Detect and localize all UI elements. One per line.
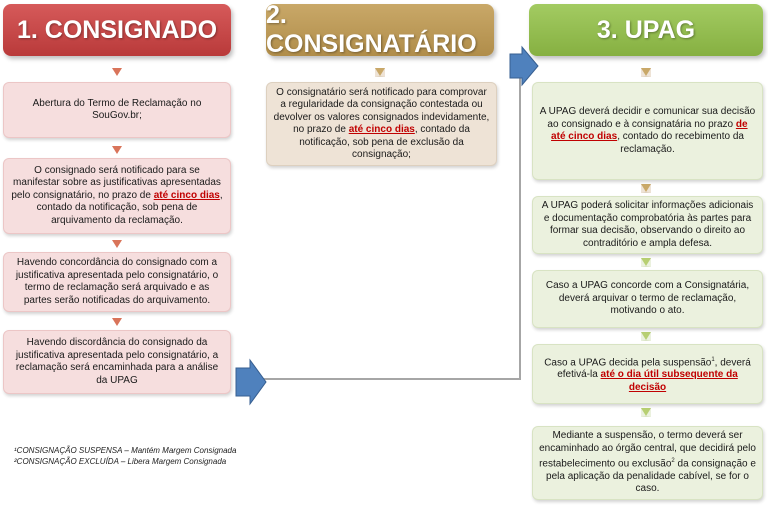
down-arrow-icon (641, 184, 651, 193)
step-text-segment: Caso a UPAG concorde com a Consignatária, deverá arquivar o termo de reclamação, motivando o ato. (545, 280, 750, 317)
upag-step-decisao (532, 82, 763, 180)
step-text (273, 87, 490, 162)
footnote-excluida: ²CONSIGNAÇÃO EXCLUÍDA – Libera Margem Consignada (14, 457, 227, 466)
step-text (10, 165, 224, 228)
step-text (10, 257, 224, 307)
step-text-segment: O consignado será notificado para se manifestar sobre as justificativas apresentadas pelo consignatário, no prazo de (11, 164, 221, 201)
down-arrow-icon (641, 332, 651, 341)
footnote-ref: 1 (711, 356, 715, 363)
step-text (539, 200, 756, 250)
down-arrow-icon (641, 68, 651, 77)
consignado-step-abertura (3, 82, 231, 138)
step-text-segment: da consignação e pela aplicação da penalidade cabível, se for o caso. (546, 458, 756, 495)
step-text-segment: , contado da notificação, sob pena de arquivamento da reclamação. (36, 189, 223, 226)
step-text-segment: Mediante a suspensão, o termo deverá ser encaminhado ao órgão central, que decidirá pelo restabelecimento ou exclusão (539, 430, 756, 470)
step-text (539, 280, 756, 318)
arrow-to-upag-bottom-icon (236, 360, 266, 404)
step-text (10, 337, 224, 387)
deadline-highlight: de até cinco dias (551, 118, 748, 142)
step-text-segment: , deverá efetivá-la (557, 356, 751, 381)
step-text-segment: , contado do recebimento da reclamação. (617, 131, 744, 155)
step-text-segment: A UPAG deverá decidir e comunicar sua decisão ao consignado e à consignatária no prazo (539, 106, 756, 130)
deadline-highlight: até cinco dias (153, 189, 220, 201)
down-arrow-icon (375, 68, 385, 77)
header-consignado: 1. CONSIGNADO (3, 4, 231, 56)
down-arrow-icon (112, 146, 122, 154)
step-text-segment: Abertura do Termo de Reclamação no SouGov.br; (32, 97, 202, 121)
deadline-highlight: até o dia útil subsequente da decisão (600, 369, 738, 393)
step-text (539, 354, 756, 395)
header-upag: 3. UPAG (529, 4, 763, 56)
step-text (539, 106, 756, 156)
step-text-segment: A UPAG poderá solicitar informações adicionais e documentação comprobatória às partes para formar sua decisão, observando o direito ao contraditório e ampla defesa. (541, 200, 754, 249)
footnote-ref: 2 (671, 458, 675, 465)
step-text-segment: Caso a UPAG decida pela suspensão (544, 356, 712, 368)
upag-step-suspensao (532, 344, 763, 404)
deadline-highlight: até cinco dias (348, 124, 415, 135)
step-text-segment: O consignatário será notificado para comprovar a regularidade da consignação contestada ou devolver os valores consignados indevidamente, no prazo de (273, 86, 490, 135)
consignado-step-concordancia (3, 252, 231, 312)
step-text-segment: Havendo discordância do consignado da justificativa apresentada pelo consignatário, a reclamação será encaminhada para a análise da UPAG (15, 337, 219, 386)
step-text (539, 430, 756, 496)
consignado-step-discordancia (3, 330, 231, 394)
down-arrow-icon (112, 240, 122, 248)
upag-step-concorda (532, 270, 763, 328)
step-text (10, 98, 224, 123)
down-arrow-icon (641, 258, 651, 267)
down-arrow-icon (641, 408, 651, 417)
step-text-segment: , contado da notificação, sob pena de exclusão da consignação; (299, 124, 470, 160)
consignatario-step-notificacao (266, 82, 497, 166)
footnote-suspensa: ¹CONSIGNAÇÃO SUSPENSA – Mantém Margem Consignada (14, 446, 237, 455)
upag-step-informacoes (532, 196, 763, 254)
step-text-segment: Havendo concordância do consignado com a justificativa apresentada pelo consignatário, o termo de reclamação será arquivado e as partes serão notificadas do arquivamento. (15, 257, 219, 306)
upag-step-orgao-central (532, 426, 763, 500)
header-consignatario: 2. CONSIGNATÁRIO (266, 4, 494, 56)
down-arrow-icon (112, 68, 122, 76)
down-arrow-icon (112, 318, 122, 326)
consignado-step-notificacao (3, 158, 231, 234)
